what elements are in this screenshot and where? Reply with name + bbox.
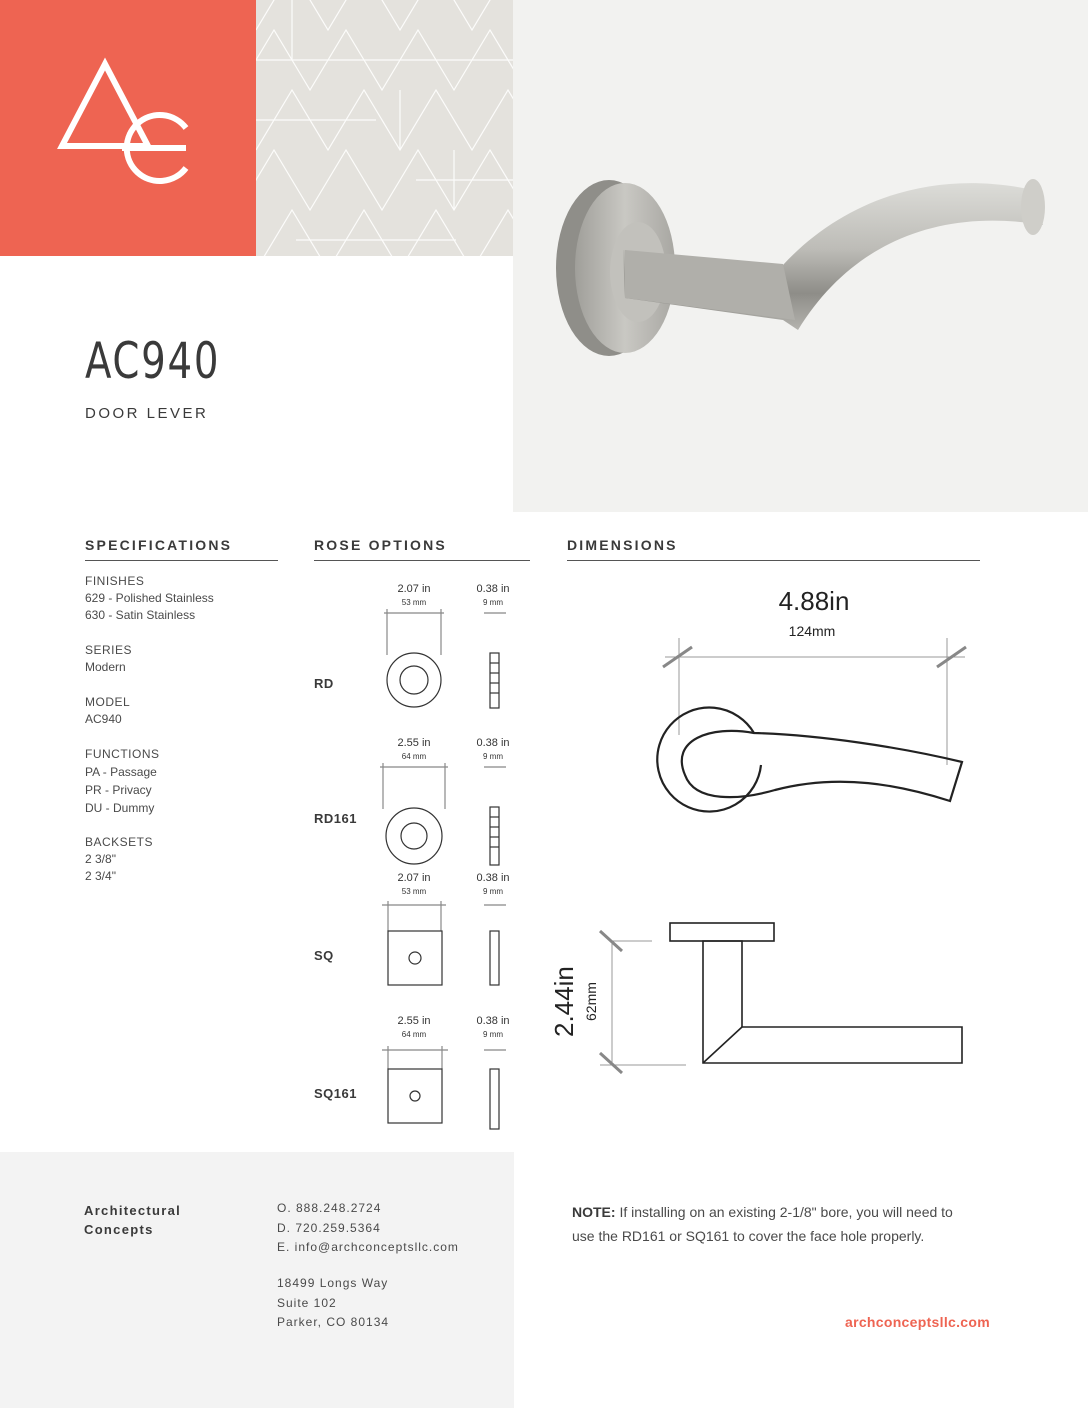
company-name-line1: Architectural bbox=[84, 1203, 182, 1218]
length-in-label: 4.88in bbox=[778, 586, 850, 616]
spec-label: SERIES bbox=[85, 643, 133, 657]
spec-value: 2 3/4" bbox=[85, 869, 116, 883]
phone-direct[interactable]: D. 720.259.5364 bbox=[277, 1220, 381, 1235]
rose-depth-mm: 9 mm bbox=[483, 598, 503, 607]
company-name bbox=[84, 1201, 181, 1239]
email-link[interactable]: E. info@archconceptsllc.com bbox=[277, 1240, 459, 1254]
rose-sq-drawing bbox=[382, 872, 510, 985]
spec-backsets bbox=[85, 834, 153, 885]
rose-width-mm: 64 mm bbox=[401, 752, 427, 761]
ac-logo-icon bbox=[0, 0, 256, 256]
brand-logo-block bbox=[0, 0, 256, 256]
divider bbox=[314, 560, 530, 561]
website-link[interactable]: archconceptsllc.com bbox=[845, 1314, 990, 1330]
geometric-pattern bbox=[256, 0, 513, 256]
spec-value: 630 - Satin Stainless bbox=[85, 608, 196, 622]
spec-value: PA - Passage bbox=[85, 765, 157, 779]
note-label: NOTE: bbox=[572, 1204, 616, 1220]
spec-value: DU - Dummy bbox=[85, 801, 155, 815]
triangle-pattern-icon bbox=[256, 0, 513, 256]
rose-depth-in: 0.38 in bbox=[476, 583, 510, 595]
spec-finishes bbox=[85, 573, 214, 624]
rose-options-drawings bbox=[360, 575, 530, 1140]
product-type: DOOR LEVER bbox=[85, 405, 209, 422]
phone-office[interactable]: O. 888.248.2724 bbox=[277, 1201, 382, 1215]
spec-functions bbox=[85, 745, 160, 817]
divider bbox=[567, 560, 980, 561]
rose-options-heading: ROSE OPTIONS bbox=[314, 537, 447, 553]
spec-series bbox=[85, 642, 132, 676]
rose-width-in: 2.07 in bbox=[397, 583, 431, 595]
rose-sq161-drawing bbox=[382, 1015, 510, 1129]
rose-depth-in: 0.38 in bbox=[476, 737, 510, 749]
spec-value: AC940 bbox=[85, 712, 122, 726]
address-block bbox=[277, 1274, 389, 1333]
address-line: Parker, CO 80134 bbox=[277, 1315, 390, 1329]
note-text: If installing on an existing 2-1/8" bore, you will need to use the RD161 or SQ161 to cover the face hole properly. bbox=[572, 1204, 953, 1244]
spec-label: FUNCTIONS bbox=[85, 747, 160, 761]
divider bbox=[85, 560, 278, 561]
page-title: AC940 bbox=[85, 332, 221, 390]
projection-mm-label: 62mm bbox=[583, 982, 599, 1021]
rose-code-sq: SQ bbox=[314, 948, 334, 963]
footer-panel bbox=[0, 1152, 514, 1408]
rose-width-in: 2.55 in bbox=[397, 1015, 431, 1027]
rose-code-rd: RD bbox=[314, 676, 334, 691]
rose-rd161-drawing bbox=[380, 737, 510, 865]
projection-in-label: 2.44in bbox=[549, 966, 579, 1037]
contact-block bbox=[277, 1199, 459, 1258]
address-line: Suite 102 bbox=[277, 1295, 337, 1310]
spec-value: PR - Privacy bbox=[85, 783, 152, 797]
rose-code-rd161: RD161 bbox=[314, 811, 357, 826]
rose-depth-mm: 9 mm bbox=[483, 752, 503, 761]
rose-width-mm: 64 mm bbox=[401, 1030, 427, 1039]
rose-width-mm: 53 mm bbox=[401, 887, 427, 896]
rose-depth-mm: 9 mm bbox=[483, 887, 503, 896]
install-note bbox=[572, 1200, 972, 1248]
rose-depth-in: 0.38 in bbox=[476, 872, 510, 884]
length-mm-label: 124mm bbox=[788, 623, 836, 639]
door-lever-photo-icon bbox=[513, 0, 1088, 512]
address-line: 18499 Longs Way bbox=[277, 1276, 389, 1290]
rose-width-mm: 53 mm bbox=[401, 598, 427, 607]
specifications-heading: SPECIFICATIONS bbox=[85, 537, 233, 553]
dimensions-drawing bbox=[540, 575, 980, 1105]
spec-value: 629 - Polished Stainless bbox=[85, 591, 214, 605]
rose-depth-mm: 9 mm bbox=[483, 1030, 503, 1039]
spec-label: BACKSETS bbox=[85, 835, 154, 849]
rose-code-sq161: SQ161 bbox=[314, 1086, 357, 1101]
spec-value: Modern bbox=[85, 660, 126, 674]
spec-label: FINISHES bbox=[85, 574, 145, 588]
dimensions-heading: DIMENSIONS bbox=[567, 537, 678, 553]
rose-width-in: 2.07 in bbox=[397, 872, 431, 884]
rose-depth-in: 0.38 in bbox=[476, 1015, 510, 1027]
rose-width-in: 2.55 in bbox=[397, 737, 431, 749]
company-name-line2: Concepts bbox=[84, 1222, 154, 1237]
spec-value: 2 3/8" bbox=[85, 852, 116, 866]
spec-model bbox=[85, 694, 130, 728]
rose-rd-drawing bbox=[384, 583, 510, 708]
product-photo bbox=[513, 0, 1088, 512]
spec-label: MODEL bbox=[85, 695, 131, 709]
